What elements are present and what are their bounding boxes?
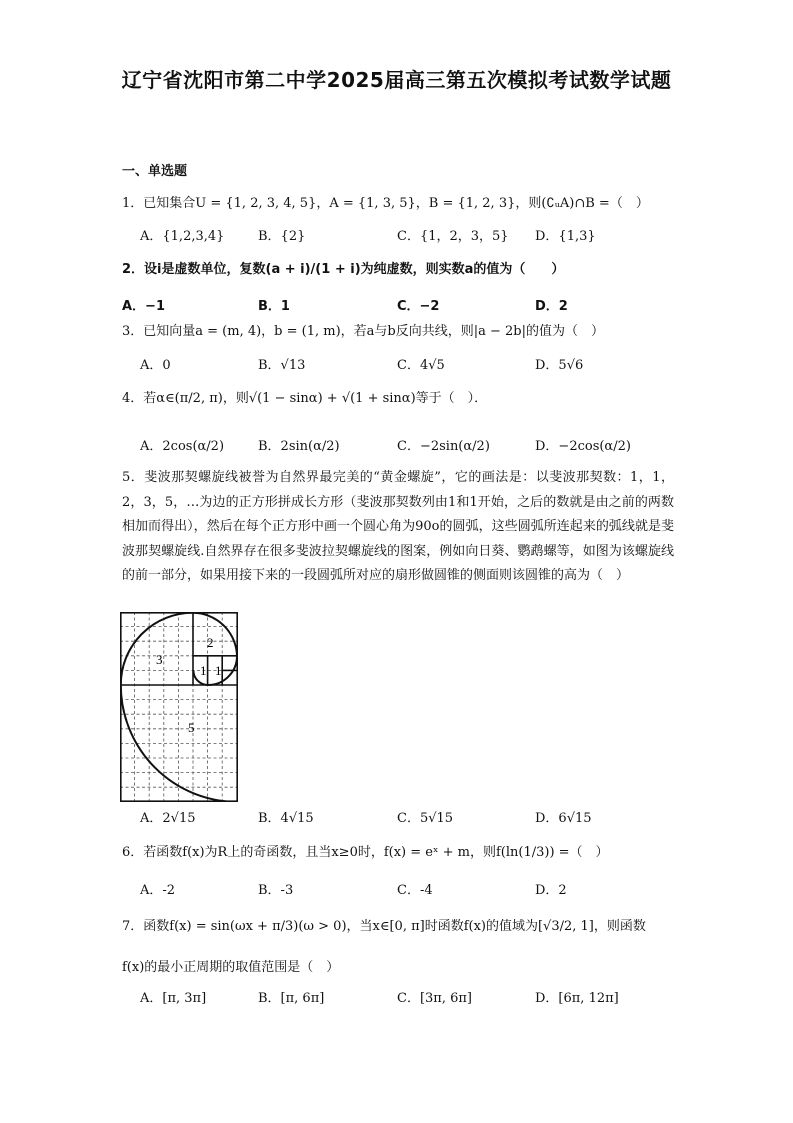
question-3-options	[140, 354, 680, 374]
question-1: 1．已知集合U = {1, 2, 3, 4, 5}，A = {1, 3, 5}，B = {1, 2, 3}，则(∁ᵤA)∩B =（ ）	[122, 196, 649, 211]
question-2: 2．设i是虚数单位，复数(a + i)/(1 + i)为纯虚数，则实数a的值为（ ）	[122, 262, 565, 277]
option-d[interactable]: D．−2cos(α/2)	[535, 439, 631, 454]
option-a[interactable]: A．2√15	[140, 811, 196, 826]
question-7-options	[140, 987, 680, 1007]
option-c[interactable]: C．5√15	[397, 811, 454, 826]
option-d[interactable]: D．{1,3}	[535, 229, 596, 244]
option-c[interactable]: C．−2sin(α/2)	[397, 439, 490, 454]
option-c[interactable]: C．−2	[397, 299, 440, 314]
dashed-grid	[120, 612, 238, 802]
option-a[interactable]: A．2cos(α/2)	[140, 439, 225, 454]
option-b[interactable]: B．2sin(α/2)	[258, 439, 340, 454]
label-2: 2	[207, 635, 214, 650]
option-d[interactable]: D．2	[535, 299, 568, 314]
option-c[interactable]: C．-4	[397, 883, 433, 898]
label-3: 3	[156, 652, 163, 667]
option-c[interactable]: C．{1，2，3，5}	[397, 229, 509, 244]
option-d[interactable]: D．2	[535, 883, 567, 898]
option-a[interactable]: A．0	[140, 358, 171, 373]
label-1a: 1	[200, 663, 207, 678]
option-b[interactable]: B．-3	[258, 883, 294, 898]
question-5: 5．斐波那契螺旋线被誉为自然界最完美的“黄金螺旋”，它的画法是：以斐波那契数：1，1，2，3，5，…为边的正方形拼成长方形（斐波那契数列由1和1开始，之后的数就是由之前的两数相加而得出），然后在每个正方形中画一个圆心角为90o的圆弧，这些圆弧所连起来的弧线就是斐波那契螺旋线.自然界存在很多斐波拉契螺旋线的图案，例如向日葵、鹦鹉螺等，如图为该螺旋线的前一部分，如果用接下来的一段圆弧所对应的扇形做圆锥的侧面则该圆锥的高为（ ）	[122, 470, 674, 584]
question-3: 3．已知向量a = (m, 4)，b = (1, m)，若a与b反向共线，则|a − 2b|的值为（ ）	[122, 324, 605, 339]
option-c[interactable]: C．[3π, 6π]	[397, 991, 472, 1006]
question-1-options	[140, 225, 680, 245]
question-6: 6．若函数f(x)为R上的奇函数，且当x≥0时，f(x) = eˣ + m，则f(ln(1/3)) =（ ）	[122, 845, 609, 860]
question-7: 7．函数f(x) = sin(ωx + π/3)(ω > 0)，当x∈[0, π]时函数f(x)的值域为[√3/2, 1]，则函数	[122, 919, 646, 934]
option-b[interactable]: B．√13	[258, 358, 306, 373]
option-b[interactable]: B．{2}	[258, 229, 306, 244]
label-5: 5	[188, 720, 195, 735]
page-title: 辽宁省沈阳市第二中学2025届高三第五次模拟考试数学试题	[121, 68, 672, 92]
option-d[interactable]: D．5√6	[535, 358, 584, 373]
section-heading: 一、单选题	[122, 164, 188, 179]
option-d[interactable]: D．[6π, 12π]	[535, 991, 619, 1006]
option-a[interactable]: A．−1	[122, 299, 165, 314]
option-a[interactable]: A．[π, 3π]	[140, 991, 207, 1006]
option-b[interactable]: B．4√15	[258, 811, 314, 826]
question-5-options	[140, 807, 680, 827]
fibonacci-spiral-figure	[120, 612, 238, 802]
question-2-options	[122, 295, 662, 315]
option-d[interactable]: D．6√15	[535, 811, 592, 826]
option-b[interactable]: B．1	[258, 299, 290, 314]
question-6-options	[140, 879, 680, 899]
question-4-options	[140, 435, 680, 455]
option-a[interactable]: A．-2	[140, 883, 176, 898]
question-7-continued: f(x)的最小正周期的取值范围是（ ）	[122, 960, 340, 975]
label-1b: 1	[215, 663, 222, 678]
option-b[interactable]: B．[π, 6π]	[258, 991, 325, 1006]
question-4: 4．若α∈(π/2, π)，则√(1 − sinα) + √(1 + sinα)等于（ ）．	[122, 391, 488, 406]
option-a[interactable]: A．{1,2,3,4}	[140, 229, 225, 244]
option-c[interactable]: C．4√5	[397, 358, 445, 373]
